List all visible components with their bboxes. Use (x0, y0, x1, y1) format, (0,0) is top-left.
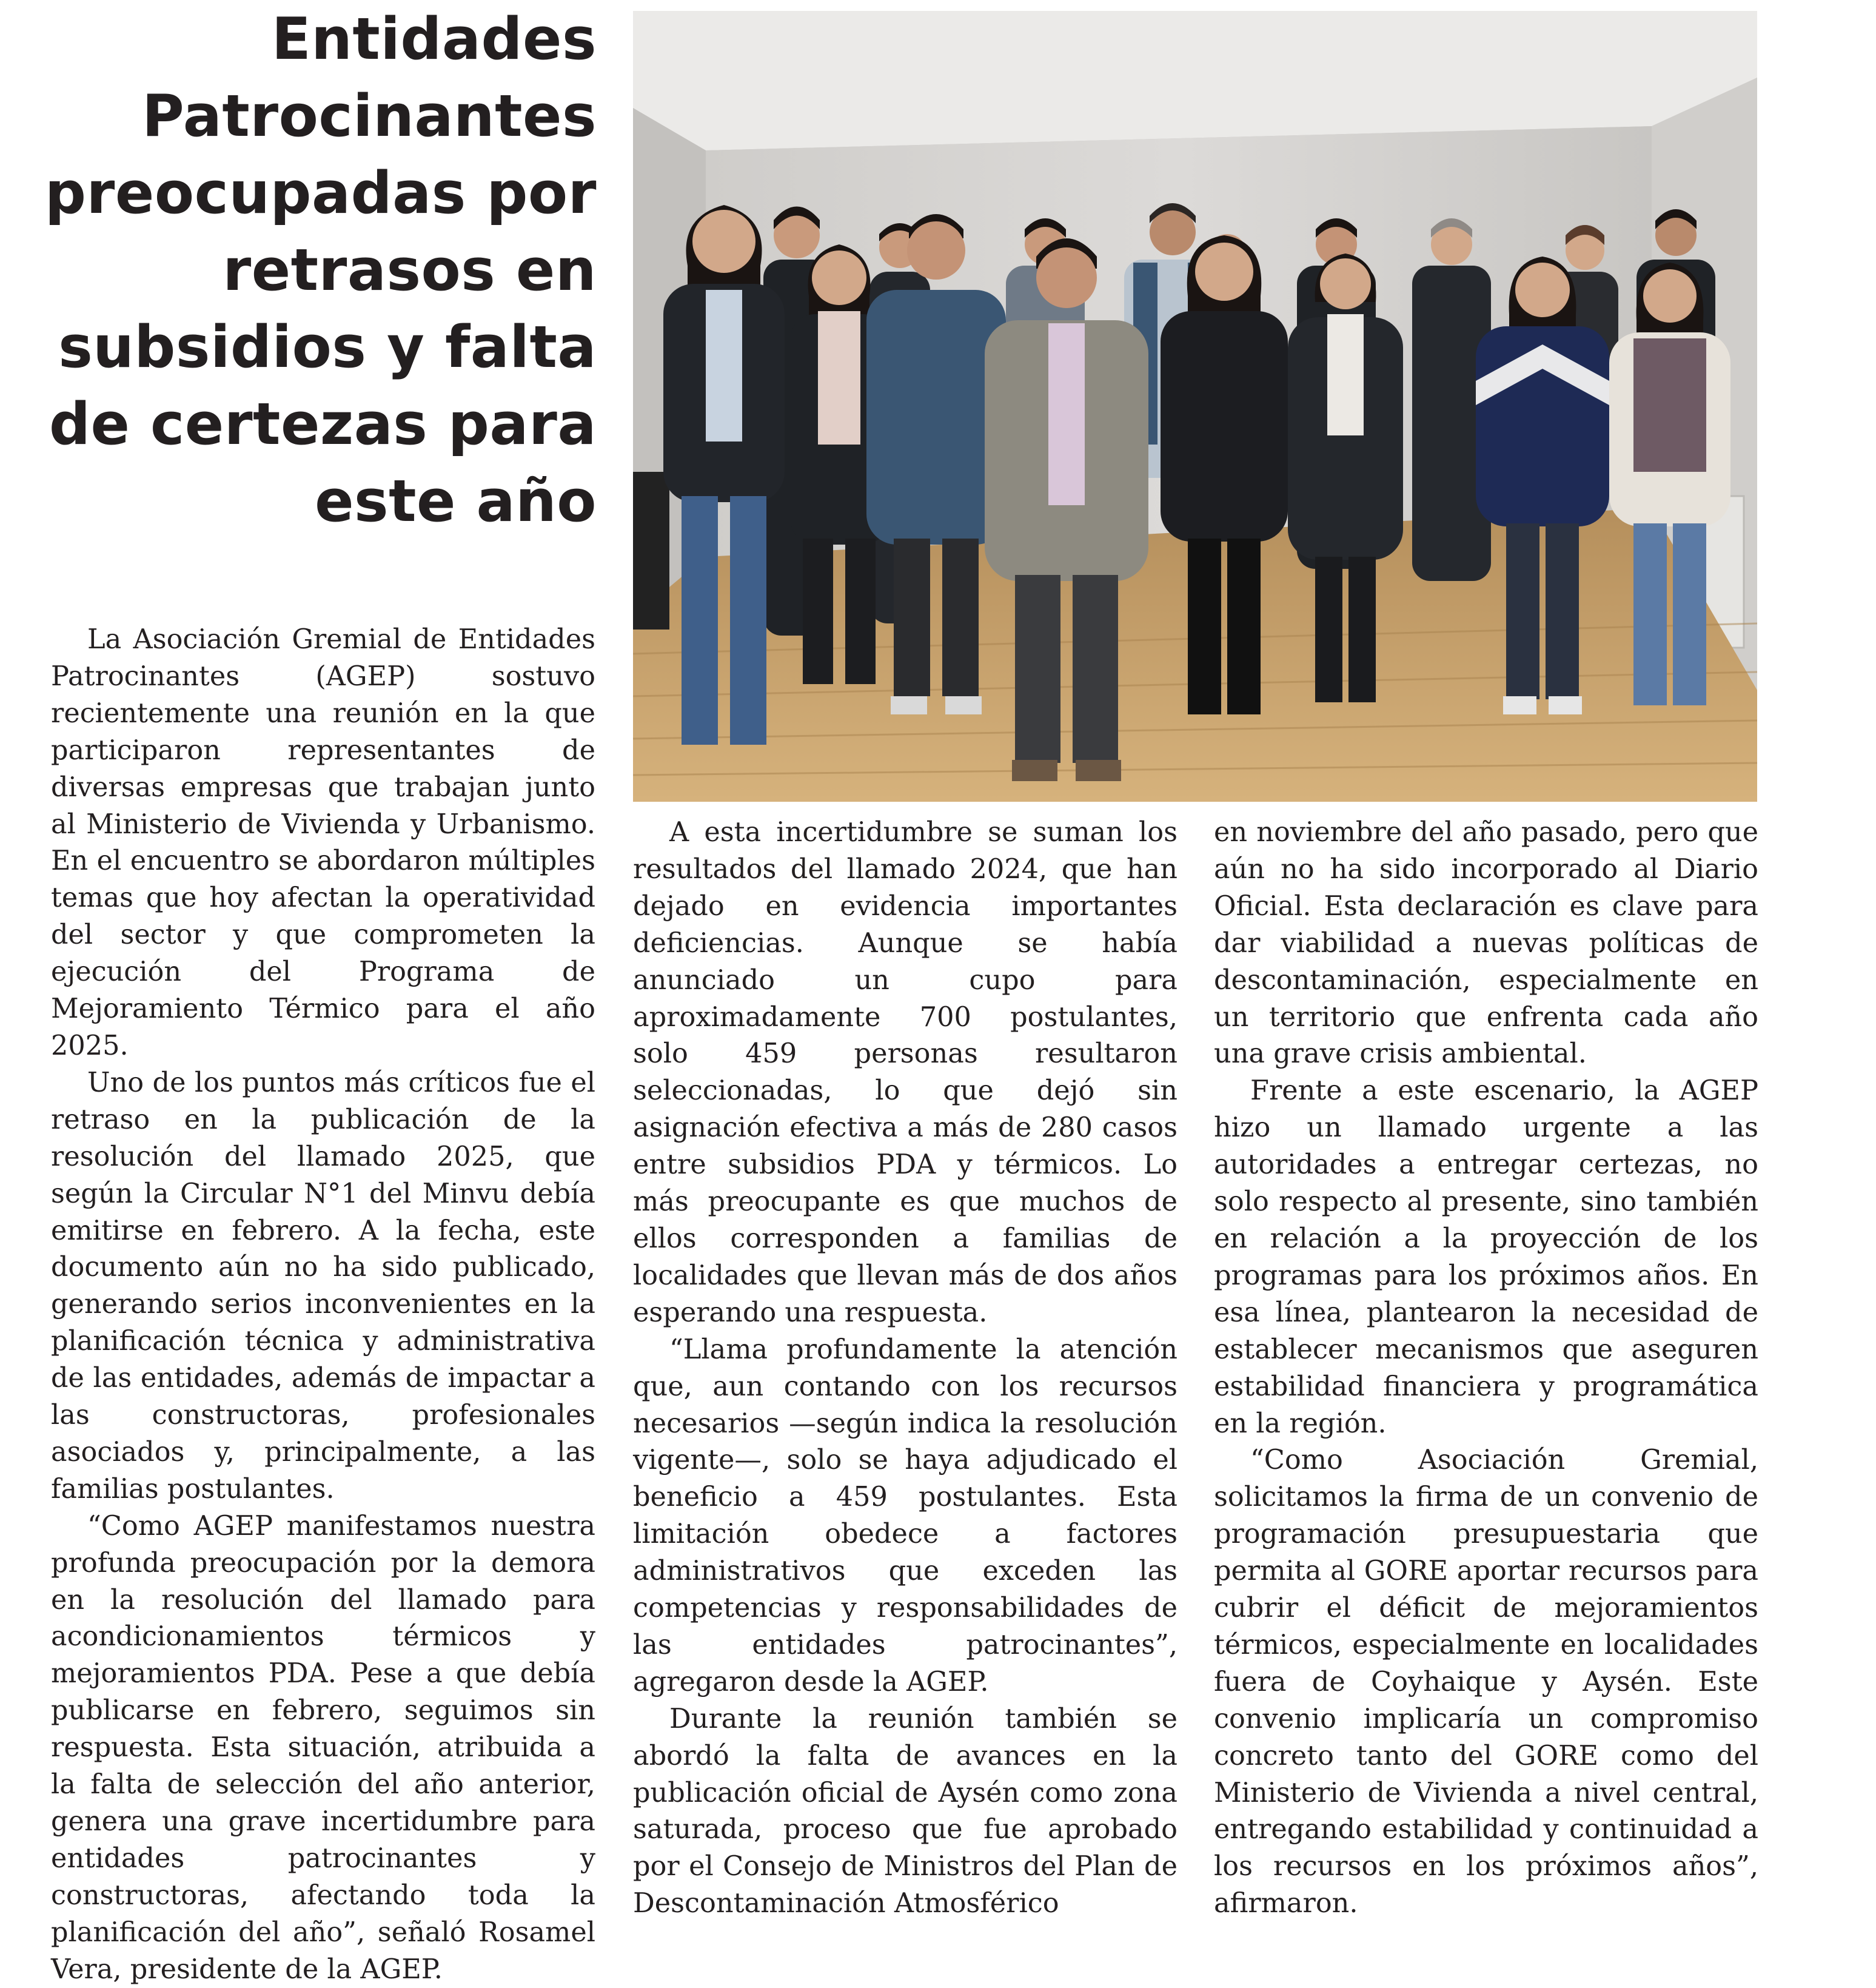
article-headline: Entidades Patrocinantes preocupadas por retrasos en subsidios y falta de certezas para este año (45, 6, 597, 535)
group-photo (633, 11, 1757, 802)
article-paragraph: A esta incertidumbre se suman los resultados del llamado 2024, que han dejado en evidencia importantes deficiencias. Aunque se había anunciado un cupo para aproximadamente 700 postulantes, solo 459 personas resultaron seleccionadas, lo que dejó sin asignación efectiva a más de 280 casos entre subsidios PDA y térmicos. Lo más preocupante es que muchos de ellos corresponden a familias de localidades que llevan más de dos años esperando una respuesta. (633, 816, 1178, 1328)
article-paragraph: “Llama profundamente la atención que, aun contando con los recursos necesarios —según indica la resolución vigente—, solo se haya adjudicado el beneficio a 459 postulantes. Esta limitación obedece a factores administrativos que exceden las competencias y responsabilidades de las entidades patrocinantes”, agregaron desde la AGEP. (633, 1333, 1178, 1698)
group-photo-illustration (633, 11, 1757, 802)
text-column-2 (633, 814, 1178, 1922)
article-paragraph-continued: Durante la reunión también se abordó la falta de avances en la publicación oficial de Aysén como zona saturada, proceso que fue aprobado por el Consejo de Ministros del Plan de Descontaminación Atmosférico (633, 1702, 1178, 1919)
cabinet (633, 472, 669, 630)
article-paragraph: “Como Asociación Gremial, solicitamos la firma de un convenio de programación presupuestaria que permita al GORE aportar recursos para cubrir el déficit de mejoramientos térmicos, especialmente en localidades fuera de Coyhaique y Aysén. Este convenio implicaría un compromiso concreto tanto del GORE como del Ministerio de Vivienda a nivel central, entregando estabilidad y continuidad a los recursos en los próximos años”, afirmaron. (1214, 1444, 1758, 1919)
article-paragraph: Frente a este escenario, la AGEP hizo un llamado urgente a las autoridades a entregar certezas, no solo respecto al presente, sino también en relación a la proyección de los programas para los próximos años. En esa línea, plantearon la necesidad de establecer mecanismos que aseguren estabilidad financiera y programática en la región. (1214, 1075, 1758, 1439)
text-column-3 (1214, 814, 1758, 1922)
article-paragraph: “Como AGEP manifestamos nuestra profunda preocupación por la demora en la resolución del llamado para acondicionamientos térmicos y mejoramientos PDA. Pese a que debía publicarse en febrero, seguimos sin respuesta. Esta situación, atribuida a la falta de selección del año anterior, genera una grave incertidumbre para entidades patrocinantes y constructoras, afectando toda la planificación del año”, señaló Rosamel Vera, presidente de la AGEP. (51, 1509, 595, 1985)
article-paragraph: Uno de los puntos más críticos fue el retraso en la publicación de la resolución del llamado 2025, que según la Circular N°1 del Minvu debía emitirse en febrero. A la fecha, este documento aún no ha sido publicado, generando serios inconvenientes en la planificación técnica y administrativa de las entidades, además de impactar a las constructoras, profesionales asociados y, principalmente, a las familias postulantes. (51, 1066, 595, 1505)
article-paragraph: La Asociación Gremial de Entidades Patrocinantes (AGEP) sostuvo recientemente una reunión en la que participaron representantes de diversas empresas que trabajan junto al Ministerio de Vivienda y Urbanismo. En el encuentro se abordaron múltiples temas que hoy afectan la operatividad del sector y que comprometen la ejecución del Programa de Mejoramiento Térmico para el año 2025. (51, 623, 595, 1061)
text-column-1 (51, 621, 595, 1988)
article-paragraph-continuation: en noviembre del año pasado, pero que aún no ha sido incorporado al Diario Oficial. Esta declaración es clave para dar viabilidad a nuevas políticas de descontaminación, especialmente en un territorio que enfrenta cada año una grave crisis ambiental. (1214, 816, 1758, 1070)
